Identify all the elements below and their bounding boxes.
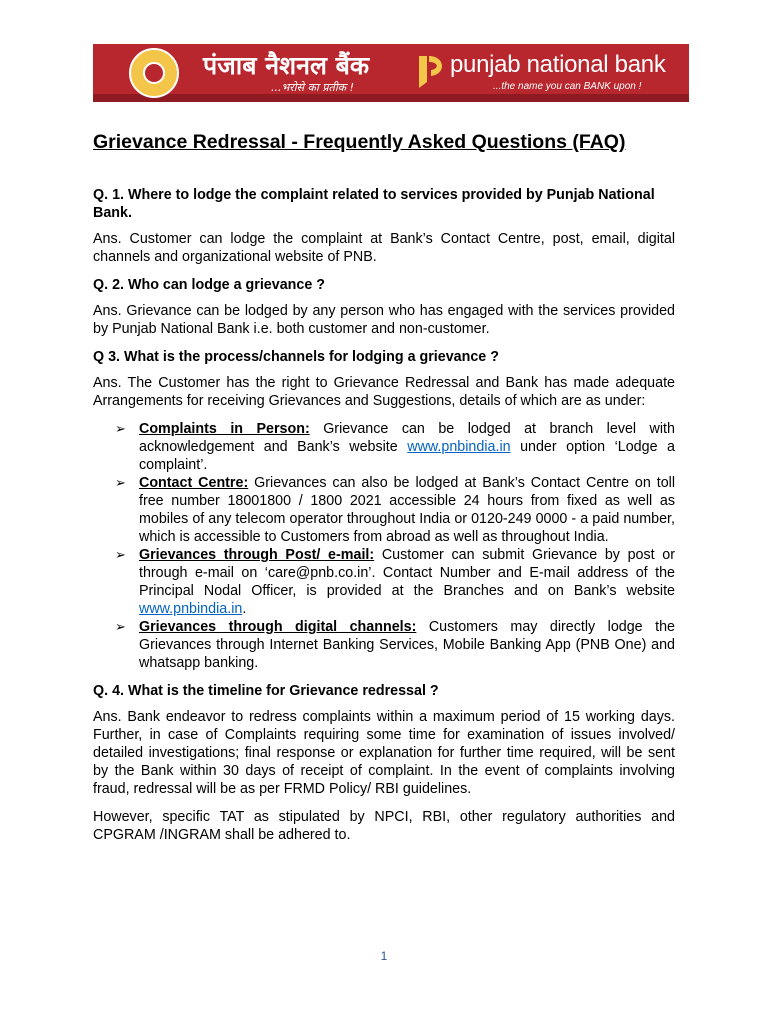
answer-1: Ans. Customer can lodge the complaint at Bank’s Contact Centre, post, email, digital channels and organizational website of PNB. [93,231,675,265]
bullet-text: Customer can submit Grievance by post or through e-mail on ‘care@pnb.co.in’. Contact Number and E-mail address of the Principal Nodal Officer, is provided at the Branches and on Bank’s website [139,547,675,599]
pnb-logo-icon [415,52,449,92]
bullet-heading: Complaints in Person: [139,421,310,437]
document-body [93,130,675,854]
page-title: Grievance Redressal - Frequently Asked Questions (FAQ) [93,131,626,153]
header-banner [93,44,689,102]
website-link[interactable]: www.pnbindia.in [139,601,243,617]
english-bank-name: punjab national bank [450,51,666,78]
question-2: Q. 2. Who can lodge a grievance ? [93,277,325,293]
list-item [115,546,675,618]
list-item [115,420,675,474]
answer-4: Ans. Bank endeavor to redress complaints within a maximum period of 15 working days. Further, in case of Complaints requiring some time for examination of issues involved/ detailed investigations; final response or explanation for further time required, will be sent by the Bank within 30 days of receipt of complaint. In the event of complaints involving fraud, redressal will be as per FRMD Policy/ RBI guidelines. [93,709,675,797]
arrow-bullet-icon: ➢ [115,421,126,436]
bullet-tail: under option ‘Lodge a complaint’. [139,439,675,473]
answer-3: Ans. The Customer has the right to Grievance Redressal and Bank has made adequate Arrangements for receiving Grievances and Suggestions, details of which are as under: [93,375,675,409]
arrow-bullet-icon: ➢ [115,619,126,634]
channel-list [93,420,675,672]
page-number: 1 [380,949,388,963]
arrow-bullet-icon: ➢ [115,475,126,490]
bullet-tail: . [242,601,247,617]
english-tagline: ...the name you can BANK upon ! [493,81,642,92]
bullet-text: Grievance can be lodged at branch level with acknowledgement and Bank’s website [139,421,675,455]
banner-band [93,94,689,102]
bullet-heading: Grievances through Post/ e-mail: [139,547,375,563]
bullet-text: Customers may directly lodge the Grievances through Internet Banking Services, Mobile Banking App (PNB One) and whatsapp banking. [139,619,675,671]
bullet-heading: Contact Centre: [139,475,249,491]
hindi-bank-name: पंजाब नैशनल बैंक [203,51,370,80]
list-item [115,474,675,546]
answer-4-note: However, specific TAT as stipulated by NPCI, RBI, other regulatory authorities and CPGRAM /INGRAM shall be adhered to. [93,809,675,843]
bullet-heading: Grievances through digital channels: [139,619,417,635]
answer-2: Ans. Grievance can be lodged by any person who has engaged with the services provided by Punjab National Bank i.e. both customer and non-customer. [93,303,675,337]
question-3: Q 3. What is the process/channels for lodging a grievance ? [93,349,499,365]
parivartan-seal-icon [129,48,179,98]
hindi-tagline: ...भरोसे का प्रतीक ! [271,81,355,94]
arrow-bullet-icon: ➢ [115,547,126,562]
question-1: Q. 1. Where to lodge the complaint related to services provided by Punjab National Bank. [93,187,655,221]
website-link[interactable]: www.pnbindia.in [407,439,511,455]
question-4: Q. 4. What is the timeline for Grievance redressal ? [93,683,439,699]
bullet-text: Grievances can also be lodged at Bank’s Contact Centre on toll free number 18001800 / 1800 2021 accessible 24 hours from fixed as well as mobiles of any telecom operator throughout India or 0120-249 0000 - a paid number, which is accessible to Customers from abroad as well as throughout India. [139,475,675,545]
list-item [115,618,675,672]
